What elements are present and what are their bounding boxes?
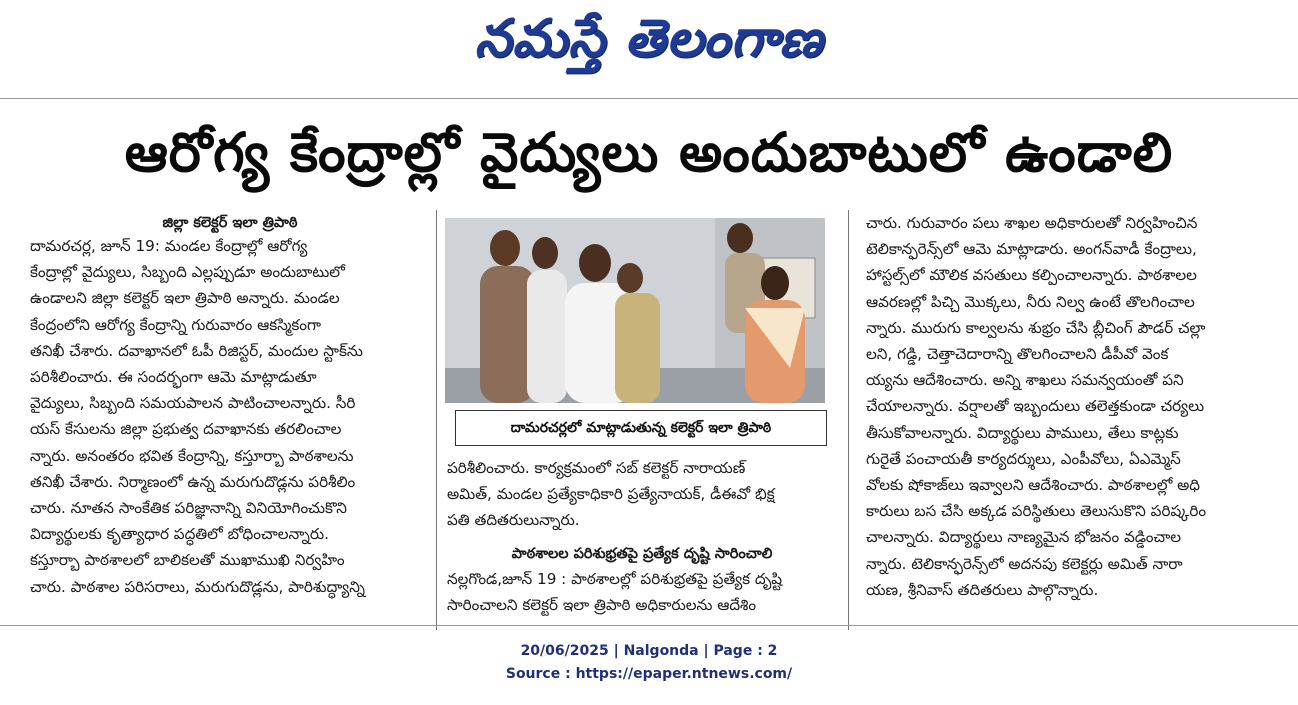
article-line: చారు. గురువారం పలు శాఖల అధికారులతో నిర్వహించిన xyxy=(866,214,1198,232)
article-line: లని, గడ్డి, చెత్తాచెదారాన్ని తొలగించాలని డీపీవో వెంక xyxy=(866,345,1169,364)
article-line: యణ, శ్రీనివాస్‌ తదితరులు పాల్గొన్నారు. xyxy=(866,580,1099,599)
article-line: వోలకు షోకాజ్‌లు ఇవ్వాలని ఆదేశించారు. పాఠశాలల్లో అధి xyxy=(866,476,1201,495)
column-2 xyxy=(447,455,837,618)
article-line: ఉండాలని జిల్లా కలెక్టర్‌ ఇలా త్రిపాఠి అన్నారు. మండల xyxy=(30,289,340,308)
article-line: కేంద్రాల్లో వైద్యులు, సిబ్బంది ఎల్లప్పుడూ అందుబాటులో xyxy=(30,263,345,282)
article-line: పరిశీలించారు. కార్యక్రమంలో సబ్‌ కలెక్టర్‌ నారాయణ్‌ xyxy=(447,459,746,477)
article-line: న్నారు. మురుగు కాల్వలను శుభ్రం చేసి బ్లీచింగ్‌ పౌడర్‌ చల్లా xyxy=(866,318,1206,337)
article-line: న్నారు. టెలికాన్ఫరెన్స్‌లో అదనపు కలెక్టర్లు అమిత్‌ నారా xyxy=(866,554,1183,573)
masthead-divider xyxy=(0,98,1298,99)
article-line: చారు. నూతన సాంకేతిక పరిజ్ఞానాన్ని వినియోగించుకొని xyxy=(30,499,347,518)
article-line: నల్లగొండ,జూన్‌ 19 : పాఠశాలల్లో పరిశుభ్రతపై ప్రత్యేక దృష్టి xyxy=(447,569,783,588)
article-line: కారులు బస చేసి అక్కడ పరిస్థితులు తెలుసుకొని పరిష్కరిం xyxy=(866,502,1207,521)
column-2-continued-text xyxy=(447,566,837,618)
article-line: యస్‌ కేసులను జిల్లా ప్రభుత్వ దవాఖానకు తరలించాల xyxy=(30,420,342,439)
article-line: అమిత్‌, మండల ప్రత్యేకాధికారి ప్రత్యేనాయక్‌, డీఈవో భిక్ష xyxy=(447,485,775,504)
article-line: తనిఖీ చేశారు. నిర్మాణంలో ఉన్న మరుగుదొడ్లను పరిశీలిం xyxy=(30,472,356,491)
article-line: య్యను ఆదేశించారు. అన్ని శాఖలు సమన్వయంతో పని xyxy=(866,371,1184,390)
masthead xyxy=(0,0,1298,88)
photo-caption: దామరచర్లలో మాట్లాడుతున్న కలెక్టర్‌ ఇలా త్రిపాఠి xyxy=(455,410,827,446)
newspaper-logo: నమస్తే తెలంగాణ xyxy=(474,8,824,69)
article-line: న్నారు. అనంతరం భవిత కేంద్రాన్ని, కస్తూర్బా పాఠశాలను xyxy=(30,446,354,465)
subheading: పాఠశాలల పరిశుభ్రతపై ప్రత్యేక దృష్టి సారించాలి xyxy=(511,545,773,562)
article-line: విద్యార్థులకు కృత్యాధార పద్ధతిలో బోధించాలన్నారు. xyxy=(30,525,329,544)
article-line: తనిఖీ చేశారు. దవాఖానలో ఓపీ రిజిస్టర్‌, మందుల స్టాక్‌ను xyxy=(30,341,363,360)
article-line: పతి తదితరులున్నారు. xyxy=(447,511,580,530)
article-line: కేంద్రంలోని ఆరోగ్య కేంద్రాన్ని గురువారం ఆకస్మికంగా xyxy=(30,315,321,334)
column-3 xyxy=(866,210,1276,603)
column-1 xyxy=(30,213,430,600)
article-line: గురైతే పంచాయతీ కార్యదర్శులు, ఎంపీవోలు, ఏఎమ్మెస్‌ xyxy=(866,449,1181,468)
article-line: చేయాలన్నారు. వర్షాలతో ఇబ్బందులు తలెత్తకుండా చర్యలు xyxy=(866,397,1205,416)
article-line: చాలన్నారు. విద్యార్థులు నాణ్యమైన భోజనం వడ్డించాల xyxy=(866,528,1182,547)
article-line: ఆవరణల్లో పిచ్చి మొక్కలు, నీరు నిల్వ ఉంటే తొలగించాల xyxy=(866,292,1195,311)
article-line: దామరచర్ల, జూన్‌ 19: మండల కేంద్రాల్లో ఆరోగ్య xyxy=(30,237,308,255)
byline: జిల్లా కలెక్టర్‌ ఇలా త్రిపాఠి xyxy=(162,215,298,231)
footer-info: 20/06/2025 | Nalgonda | Page : 2 xyxy=(520,643,778,659)
footer-source: Source : https://epaper.ntnews.com/ xyxy=(505,666,793,682)
article-line: హాస్టల్స్‌లో మౌలిక వసతులు కల్పించాలన్నారు. పాఠశాలల xyxy=(866,266,1197,285)
column-2-text xyxy=(447,455,837,534)
article-line: పరిశీలించారు. ఈ సందర్భంగా ఆమె మాట్లాడుతూ xyxy=(30,368,317,387)
article-line: వైద్యులు, సిబ్బంది సమయపాలన పాటించాలన్నారు. సీరి xyxy=(30,394,356,413)
article-line: తీసుకోవాలన్నారు. విద్యార్థులు పాములు, తేలు కాట్లకు xyxy=(866,423,1179,442)
headline: ఆరోగ్య కేంద్రాల్లో వైద్యులు అందుబాటులో ఉండాలి xyxy=(124,121,1174,184)
column-divider xyxy=(436,210,437,630)
footer-divider xyxy=(0,625,1298,626)
article-line: చారు. పాఠశాల పరిసరాలు, మరుగుదొడ్లను, పారిశుద్ధ్యాన్ని xyxy=(30,577,366,596)
article-line: కస్తూర్బా పాఠశాలలో బాలికలతో ముఖాముఖి నిర్వహిం xyxy=(30,551,345,570)
news-photo xyxy=(445,218,825,403)
column-1-text xyxy=(30,233,430,600)
article-line: సారించాలని కలెక్టర్‌ ఇలా త్రిపాఠి అధికారులను ఆదేశిం xyxy=(447,595,757,614)
article-line: టెలికాన్ఫరెన్స్‌లో ఆమె మాట్లాడారు. అంగన్‌వాడీ కేంద్రాలు, xyxy=(866,240,1197,259)
column-3-text xyxy=(866,210,1276,603)
column-divider xyxy=(848,210,849,630)
photo-illustration xyxy=(445,218,825,403)
